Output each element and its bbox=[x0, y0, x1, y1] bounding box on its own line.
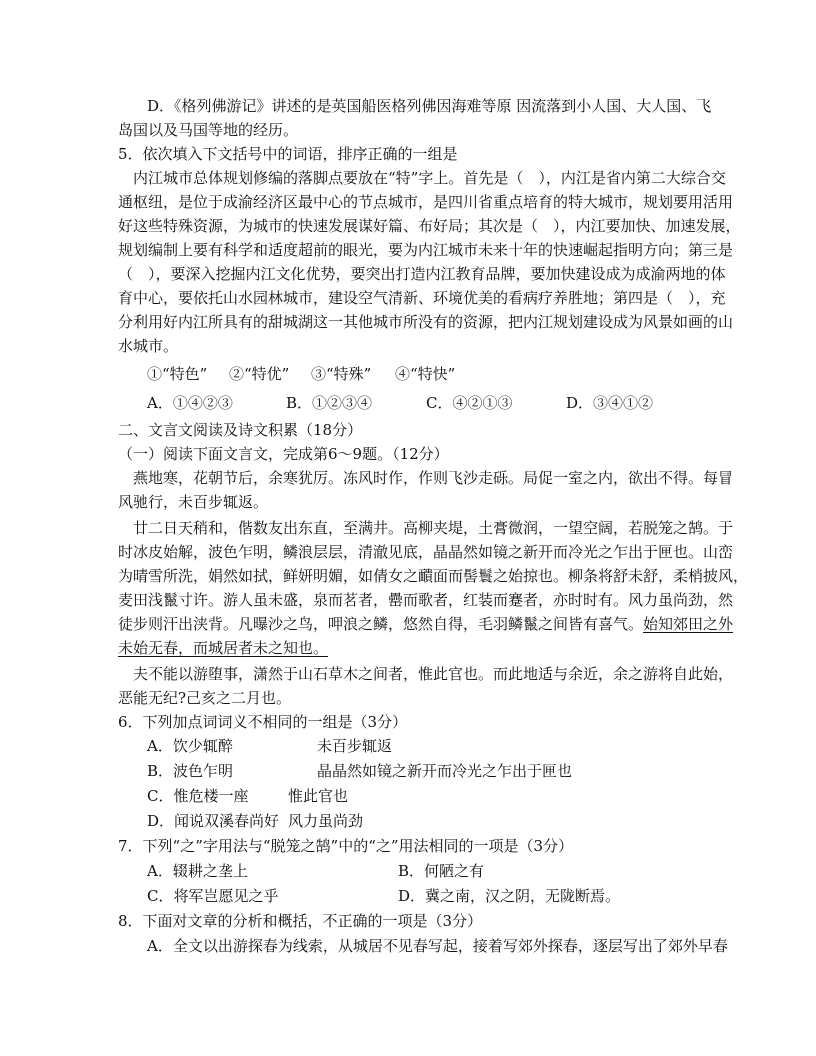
q5-stem: 5．依次填入下文括号中的词语，排序正确的一组是 bbox=[118, 145, 458, 163]
q8-stem: 8．下面对文章的分析和概括，不正确的一项是（3分） bbox=[118, 912, 483, 930]
passage-line: 燕地寒，花朝节后，余寒犹厉。冻风时作，作则飞沙走砾。局促一室之内，欲出不得。每冒 bbox=[133, 469, 734, 487]
q6-option-c[interactable]: C．惟危楼一座 bbox=[147, 787, 249, 805]
q5-passage-line: 育中心，要依托山水园林城市，建设空气清新、环境优美的看病疗养胜地；第四是（ ），充 bbox=[118, 289, 726, 307]
passage-line bbox=[118, 612, 733, 636]
passage-line: 麦田浅鬣寸许。游人虽未盛，泉而茗者，罍而歌者，红装而蹇者，亦时时有。风力虽尚劲，然 bbox=[118, 591, 734, 609]
q5-passage-line: 分利用好内江所具有的甜城湖这一其他城市所没有的资源，把内江规划建设成为风景如画的山 bbox=[118, 313, 734, 331]
q6-stem: 6．下列加点词词义不相同的一组是（3分） bbox=[118, 713, 408, 731]
passage-line: 风驰行，未百步辄返。 bbox=[118, 493, 269, 511]
q7-option-a[interactable]: A．辍耕之垄上 bbox=[147, 862, 248, 880]
section-title: 二、文言文阅读及诗文积累（18分） bbox=[118, 421, 363, 439]
q5-passage-line: （ ），要深入挖掘内江文化优势，要突出打造内江教育品牌，要加快建设成为成渝两地的体 bbox=[118, 265, 726, 283]
q7-option-b[interactable]: B．何陋之有 bbox=[398, 862, 485, 880]
q5-word: ②“特优” bbox=[229, 365, 290, 383]
q5-word: ③“特殊” bbox=[311, 365, 372, 383]
q5-passage-line: 水城市。 bbox=[118, 337, 179, 355]
q5-word: ④“特快” bbox=[395, 365, 456, 383]
q8-option-a[interactable]: A．全文以出游探春为线索，从城居不见春写起，接着写郊外探春，逐层写出了郊外早春 bbox=[147, 937, 728, 955]
q6-option-d[interactable]: D．闻说双溪春尚好 bbox=[147, 812, 280, 830]
q6-option-b-compare: 晶晶然如镜之新开而冷光之乍出于匣也 bbox=[317, 762, 573, 780]
q5-option-d[interactable]: D．③④①② bbox=[566, 394, 654, 412]
q5-passage-line: 通枢纽，是位于成渝经济区最中心的节点城市，是四川省重点培育的特大城市，规划要用活用 bbox=[118, 193, 734, 211]
q6-option-d-compare: 风力虽尚劲 bbox=[288, 812, 364, 830]
q6-option-b[interactable]: B．波色乍明 bbox=[147, 762, 234, 780]
passage-line: 恶能无纪?己亥之二月也。 bbox=[118, 689, 292, 707]
q7-stem: 7．下列“之”字用法与“脱笼之鹄”中的“之”用法相同的一项是（3分） bbox=[118, 837, 574, 855]
q7-option-d[interactable]: D．冀之南，汉之阴，无陇断焉。 bbox=[398, 887, 621, 905]
q5-option-b[interactable]: B．①②③④ bbox=[286, 394, 373, 412]
q6-option-a-compare: 未百步辄返 bbox=[317, 737, 393, 755]
passage-line: 廿二日天稍和，偕数友出东直，至满井。高柳夹堤，土膏微润，一望空阔，若脱笼之鹄。于 bbox=[133, 519, 734, 537]
q5-option-a[interactable]: A．①④②③ bbox=[147, 394, 233, 412]
q5-passage-line: 好这些特殊资源，为城市的快速发展谋好篇、布好局；其次是（ ），内江要加快、加速发展， bbox=[118, 217, 741, 235]
underlined-sentence: 始知郊田之外 bbox=[643, 615, 734, 633]
passage-line-text: 徒步则汗出浃背。凡曝沙之鸟，呷浪之鳞，悠然自得，毛羽鳞鬣之间皆有喜气。 bbox=[118, 615, 644, 633]
q6-option-c-compare: 惟此官也 bbox=[288, 787, 349, 805]
q5-word: ①“特色” bbox=[147, 365, 208, 383]
q7-option-c[interactable]: C．将军岂愿见之乎 bbox=[147, 887, 279, 905]
passage-line: 夫不能以游堕事，潇然于山石草木之间者，惟此官也。而此地适与余近，余之游将自此始， bbox=[133, 665, 734, 683]
section-subtitle: （一）阅读下面文言文，完成第6～9题。（12分） bbox=[118, 445, 449, 463]
q5-option-c[interactable]: C．④②①③ bbox=[426, 394, 513, 412]
q6-option-a[interactable]: A．饮少辄醉 bbox=[147, 737, 233, 755]
q4-option-d-line2: 岛国以及马国等地的经历。 bbox=[118, 121, 299, 139]
passage-line: 时冰皮始解，波色乍明，鳞浪层层，清澈见底，晶晶然如镜之新开而冷光之乍出于匣也。山峦 bbox=[118, 543, 734, 561]
underlined-sentence: 未始无春，而城居者未之知也。 bbox=[118, 639, 329, 657]
passage-line: 为晴雪所洗，娟然如拭，鲜妍明媚，如倩女之靧面而髻鬟之始掠也。柳条将舒未舒，柔梢披风， bbox=[118, 567, 749, 585]
q4-option-d-line1: D．《格列佛游记》讲述的是英国船医格列佛因海难等原 因流落到小人国、大人国、飞 bbox=[147, 97, 712, 115]
q5-passage-line: 规划编制上要有科学和适度超前的眼光，要为内江城市未来十年的快速崛起指明方向；第三是 bbox=[118, 241, 734, 259]
q5-passage-line: 内江城市总体规划修编的落脚点要放在“特”字上。首先是（ ），内江是省内第二大综合交 bbox=[133, 169, 726, 187]
